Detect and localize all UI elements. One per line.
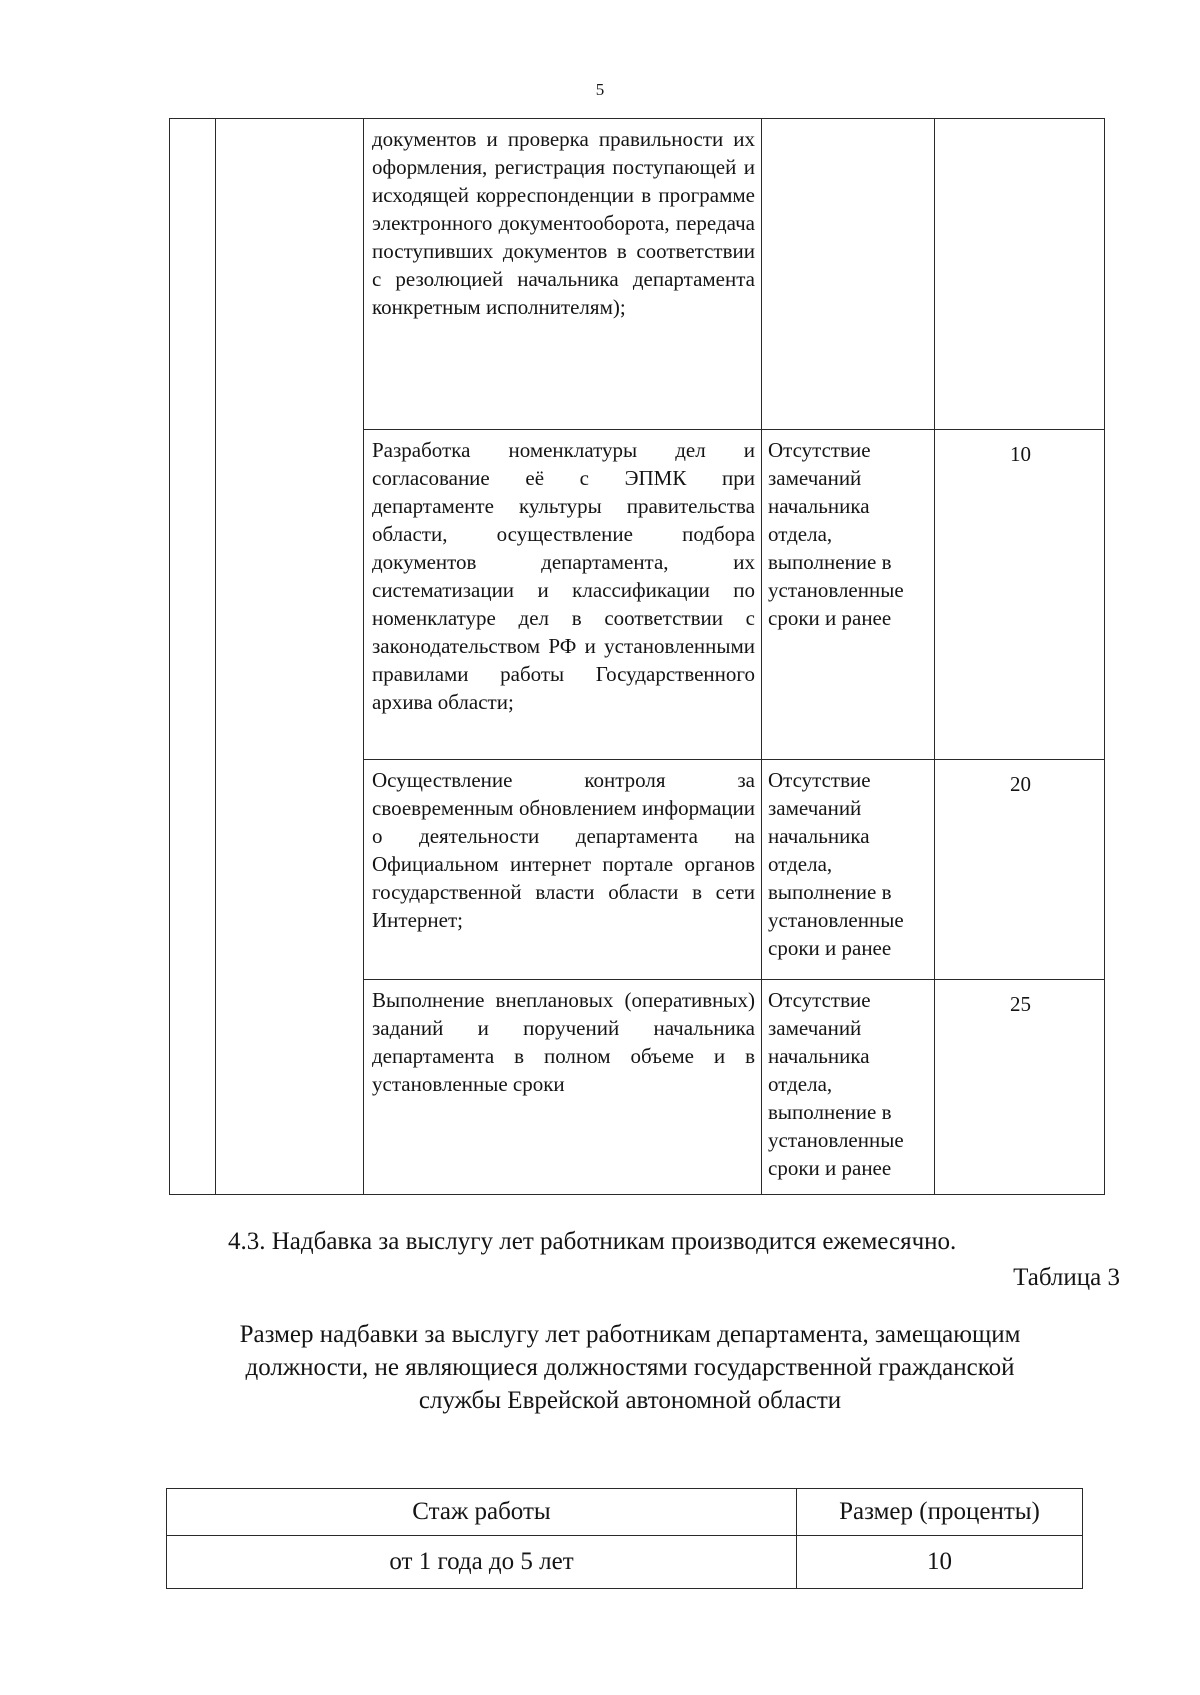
size-cell: 10 <box>797 1536 1083 1589</box>
description-cell: Разработка номенклатуры дел и согласование её с ЭПМК при департаменте культуры правительства области, осуществление подбора документов департамента, их систематизации и классификации по номенклатуре дел в соответствии с законодательством РФ и установленными правилами работы Государственного архива области; <box>364 430 762 760</box>
description-cell: Осуществление контроля за своевременным обновлением информации о деятельности департамента на Официальном интернет портале органов государственной власти области в сети Интернет; <box>364 760 762 980</box>
seniority-table <box>166 1488 1083 1589</box>
header-size: Размер (проценты) <box>797 1489 1083 1536</box>
header-experience: Стаж работы <box>167 1489 797 1536</box>
value-cell: 10 <box>935 430 1105 760</box>
value-cell: 25 <box>935 980 1105 1195</box>
table-row <box>167 1536 1083 1589</box>
value-cell: 20 <box>935 760 1105 980</box>
experience-cell: от 1 года до 5 лет <box>167 1536 797 1589</box>
empty-cell <box>170 119 216 1195</box>
empty-cell <box>216 119 364 1195</box>
table-label: Таблица 3 <box>1013 1264 1120 1291</box>
criterion-cell: Отсутствие замечаний начальника отдела, выполнение в установленные сроки и ранее <box>762 430 935 760</box>
criteria-table <box>169 118 1105 1195</box>
value-cell <box>935 119 1105 430</box>
page-number: 5 <box>595 80 605 99</box>
table-header-row <box>167 1489 1083 1536</box>
criterion-cell <box>762 119 935 430</box>
table-row <box>170 119 1105 430</box>
description-cell: Выполнение внеплановых (оперативных) заданий и поручений начальника департамента в полном объеме и в установленные сроки <box>364 980 762 1195</box>
table-title: Размер надбавки за выслугу лет работникам департамента, замещающим должности, не являющиеся должностями государственной гражданской службы Еврейской автономной области <box>239 1321 1021 1414</box>
criterion-cell: Отсутствие замечаний начальника отдела, выполнение в установленные сроки и ранее <box>762 760 935 980</box>
paragraph-4-3: 4.3. Надбавка за выслугу лет работникам производится ежемесячно. <box>228 1228 957 1255</box>
description-cell: документов и проверка правильности их оформления, регистрация поступающей и исходящей корреспонденции в программе электронного документооборота, передача поступивших документов в соответствии с резолюцией начальника департамента конкретным исполнителям); <box>364 119 762 430</box>
criterion-cell: Отсутствие замечаний начальника отдела, выполнение в установленные сроки и ранее <box>762 980 935 1195</box>
